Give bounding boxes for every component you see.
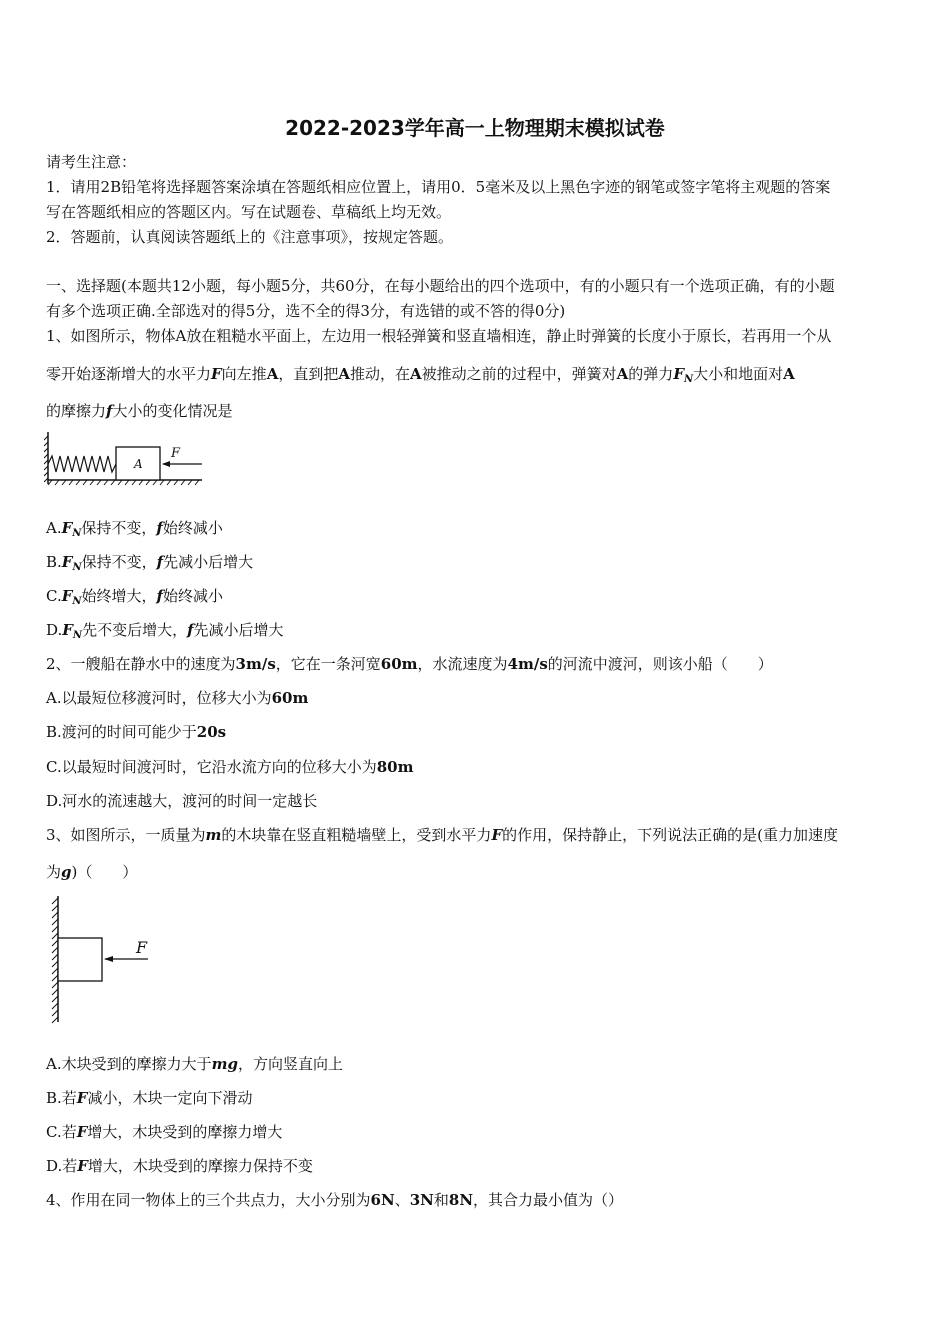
symbol-F: F [76,1089,88,1107]
notice-item-1a: 1．请用2B铅笔将选择题答案涂填在答题纸相应位置上，请用0．5毫米及以上黑色字迹的钢笔或签字笔将主观题的答案 [46,178,831,196]
wall-hatch [52,898,58,1023]
symbol-f: f [156,519,163,537]
symbol-A: A [783,365,795,383]
value: 80m [376,758,414,776]
q3-option-d [46,1156,313,1176]
text: ，其合力最小值为（） [473,1191,624,1209]
q2-option-b [46,722,226,742]
text: 始终增大， [81,587,157,605]
text: 为 [46,863,62,881]
text: 被推动之前的过程中，弹簧对 [421,365,617,383]
force-label: F [136,938,148,957]
q3-stem-a [46,825,838,845]
text: C.若 [46,1123,77,1141]
q1-option-a [46,518,223,544]
value: 6N [370,1191,395,1209]
subscript-N: N [72,562,82,573]
block [58,938,102,981]
value: 8N [448,1191,474,1209]
symbol-F: F [211,365,222,383]
text: 先减小后增大 [193,621,284,639]
subscript-N: N [683,374,694,385]
text: A.以最短位移渡河时，位移大小为 [46,689,272,707]
text: 的河流中渡河，则该小船（ ） [547,655,773,673]
text: 向左推 [221,365,267,383]
section-heading-a: 一、选择题(本题共12小题，每小题5分，共60分，在每小题给出的四个选项中，有的小题只有一个选项正确，有的小题 [46,277,835,295]
subscript-N: N [72,528,82,539]
symbol-f: f [156,587,163,605]
symbol-f: f [156,553,164,571]
text: 的木块靠在竖直粗糙墙壁上，受到水平力 [221,826,492,844]
text: D.若 [46,1157,78,1175]
q3-option-b [46,1088,252,1108]
q1-option-c [46,586,223,612]
q3-option-a [46,1054,343,1074]
symbol-F: F [61,587,73,605]
text: 始终减小 [162,587,223,605]
text: 、 [394,1191,410,1209]
symbol-f: f [187,621,194,639]
value: 60m [380,655,418,673]
symbol-m: m [205,826,222,844]
symbol-F: F [491,826,503,844]
q1-figure [44,430,206,492]
text: 的弹力 [628,365,674,383]
option-prefix: A. [46,519,62,537]
symbol-F: F [61,519,73,537]
notice-item-2: 2．答题前，认真阅读答题纸上的《注意事项》，按规定答题。 [46,228,454,246]
arrow-head [162,461,170,467]
symbol-A: A [616,365,629,383]
text: 先不变后增大， [82,621,188,639]
symbol-A: A [266,365,279,383]
q1-option-b [46,552,253,578]
symbol-A: A [338,365,350,383]
text: C.以最短时间渡河时，它沿水流方向的位移大小为 [46,758,377,776]
value: 3m/s [235,655,276,673]
arrow-head [104,956,113,962]
value: 60m [271,689,309,707]
notice-item-1b: 写在答题纸相应的答题区内。写在试题卷、草稿纸上均无效。 [46,203,452,221]
symbol-F: F [673,365,684,383]
text: ，它在一条河宽 [275,655,381,673]
text: 保持不变， [81,553,157,571]
text: 增大，木块受到的摩擦力增大 [87,1123,283,1141]
q2-option-d: D.河水的流速越大，渡河的时间一定越长 [46,792,318,810]
text: 零开始逐渐增大的水平力 [46,365,212,383]
symbol-g: g [61,863,72,881]
text: 增大，木块受到的摩擦力保持不变 [87,1157,313,1175]
spring [48,456,116,472]
option-prefix: C. [46,587,62,605]
q1-stem-c [46,401,232,421]
value: 3N [409,1191,434,1209]
q3-stem-b [46,862,137,882]
q3-option-c [46,1122,282,1142]
text: 始终减小 [162,519,223,537]
symbol-f: f [106,402,113,420]
symbol-F: F [76,1123,88,1141]
q2-stem [46,654,773,674]
text: 的摩擦力 [46,402,107,420]
text: 推动，在 [349,365,410,383]
symbol-mg: mg [211,1055,238,1073]
text: 先减小后增大 [163,553,254,571]
text: 减小，木块一定向下滑动 [87,1089,253,1107]
symbol-A: A [410,365,422,383]
q1-stem-a: 1、如图所示，物体A放在粗糙水平面上，左边用一根轻弹簧和竖直墙相连，静止时弹簧的长度小于原长，若再用一个从 [46,327,832,345]
text: ，方向竖直向上 [237,1055,343,1073]
value: 20s [196,723,227,741]
option-prefix: D. [46,621,63,639]
q4-stem [46,1190,623,1210]
notice-heading: 请考生注意： [46,153,137,171]
q3-figure [44,894,154,1024]
symbol-F: F [77,1157,88,1175]
symbol-F: F [62,621,73,639]
q2-option-c [46,757,413,777]
q2-option-a [46,688,308,708]
q1-option-d [46,620,284,646]
subscript-N: N [72,596,82,607]
q1-stem-b [46,364,795,390]
text: 和 [433,1191,449,1209]
text: 大小和地面对 [693,365,784,383]
text: 的作用，保持静止，下列说法正确的是(重力加速度 [502,826,838,844]
text: B.若 [46,1089,77,1107]
option-prefix: B. [46,553,62,571]
text: 保持不变， [81,519,157,537]
text: 2、一艘船在静水中的速度为 [46,655,236,673]
text: 4、作用在同一物体上的三个共点力，大小分别为 [46,1191,371,1209]
text: 3、如图所示，一质量为 [46,826,206,844]
block-label: A [134,457,143,471]
text: )（ ） [71,863,138,881]
page-title: 2022-2023学年高一上物理期末模拟试卷 [285,116,665,140]
text: ，直到把 [278,365,339,383]
force-label: F [171,446,181,461]
subscript-N: N [72,630,83,641]
text: B.渡河的时间可能少于 [46,723,197,741]
symbol-F: F [61,553,73,571]
text: ，水流速度为 [417,655,508,673]
text: 大小的变化情况是 [112,402,233,420]
text: A.木块受到的摩擦力大于 [46,1055,212,1073]
section-heading-b: 有多个选项正确.全部选对的得5分，选不全的得3分，有选错的或不答的得0分) [46,302,566,320]
value: 4m/s [507,655,548,673]
